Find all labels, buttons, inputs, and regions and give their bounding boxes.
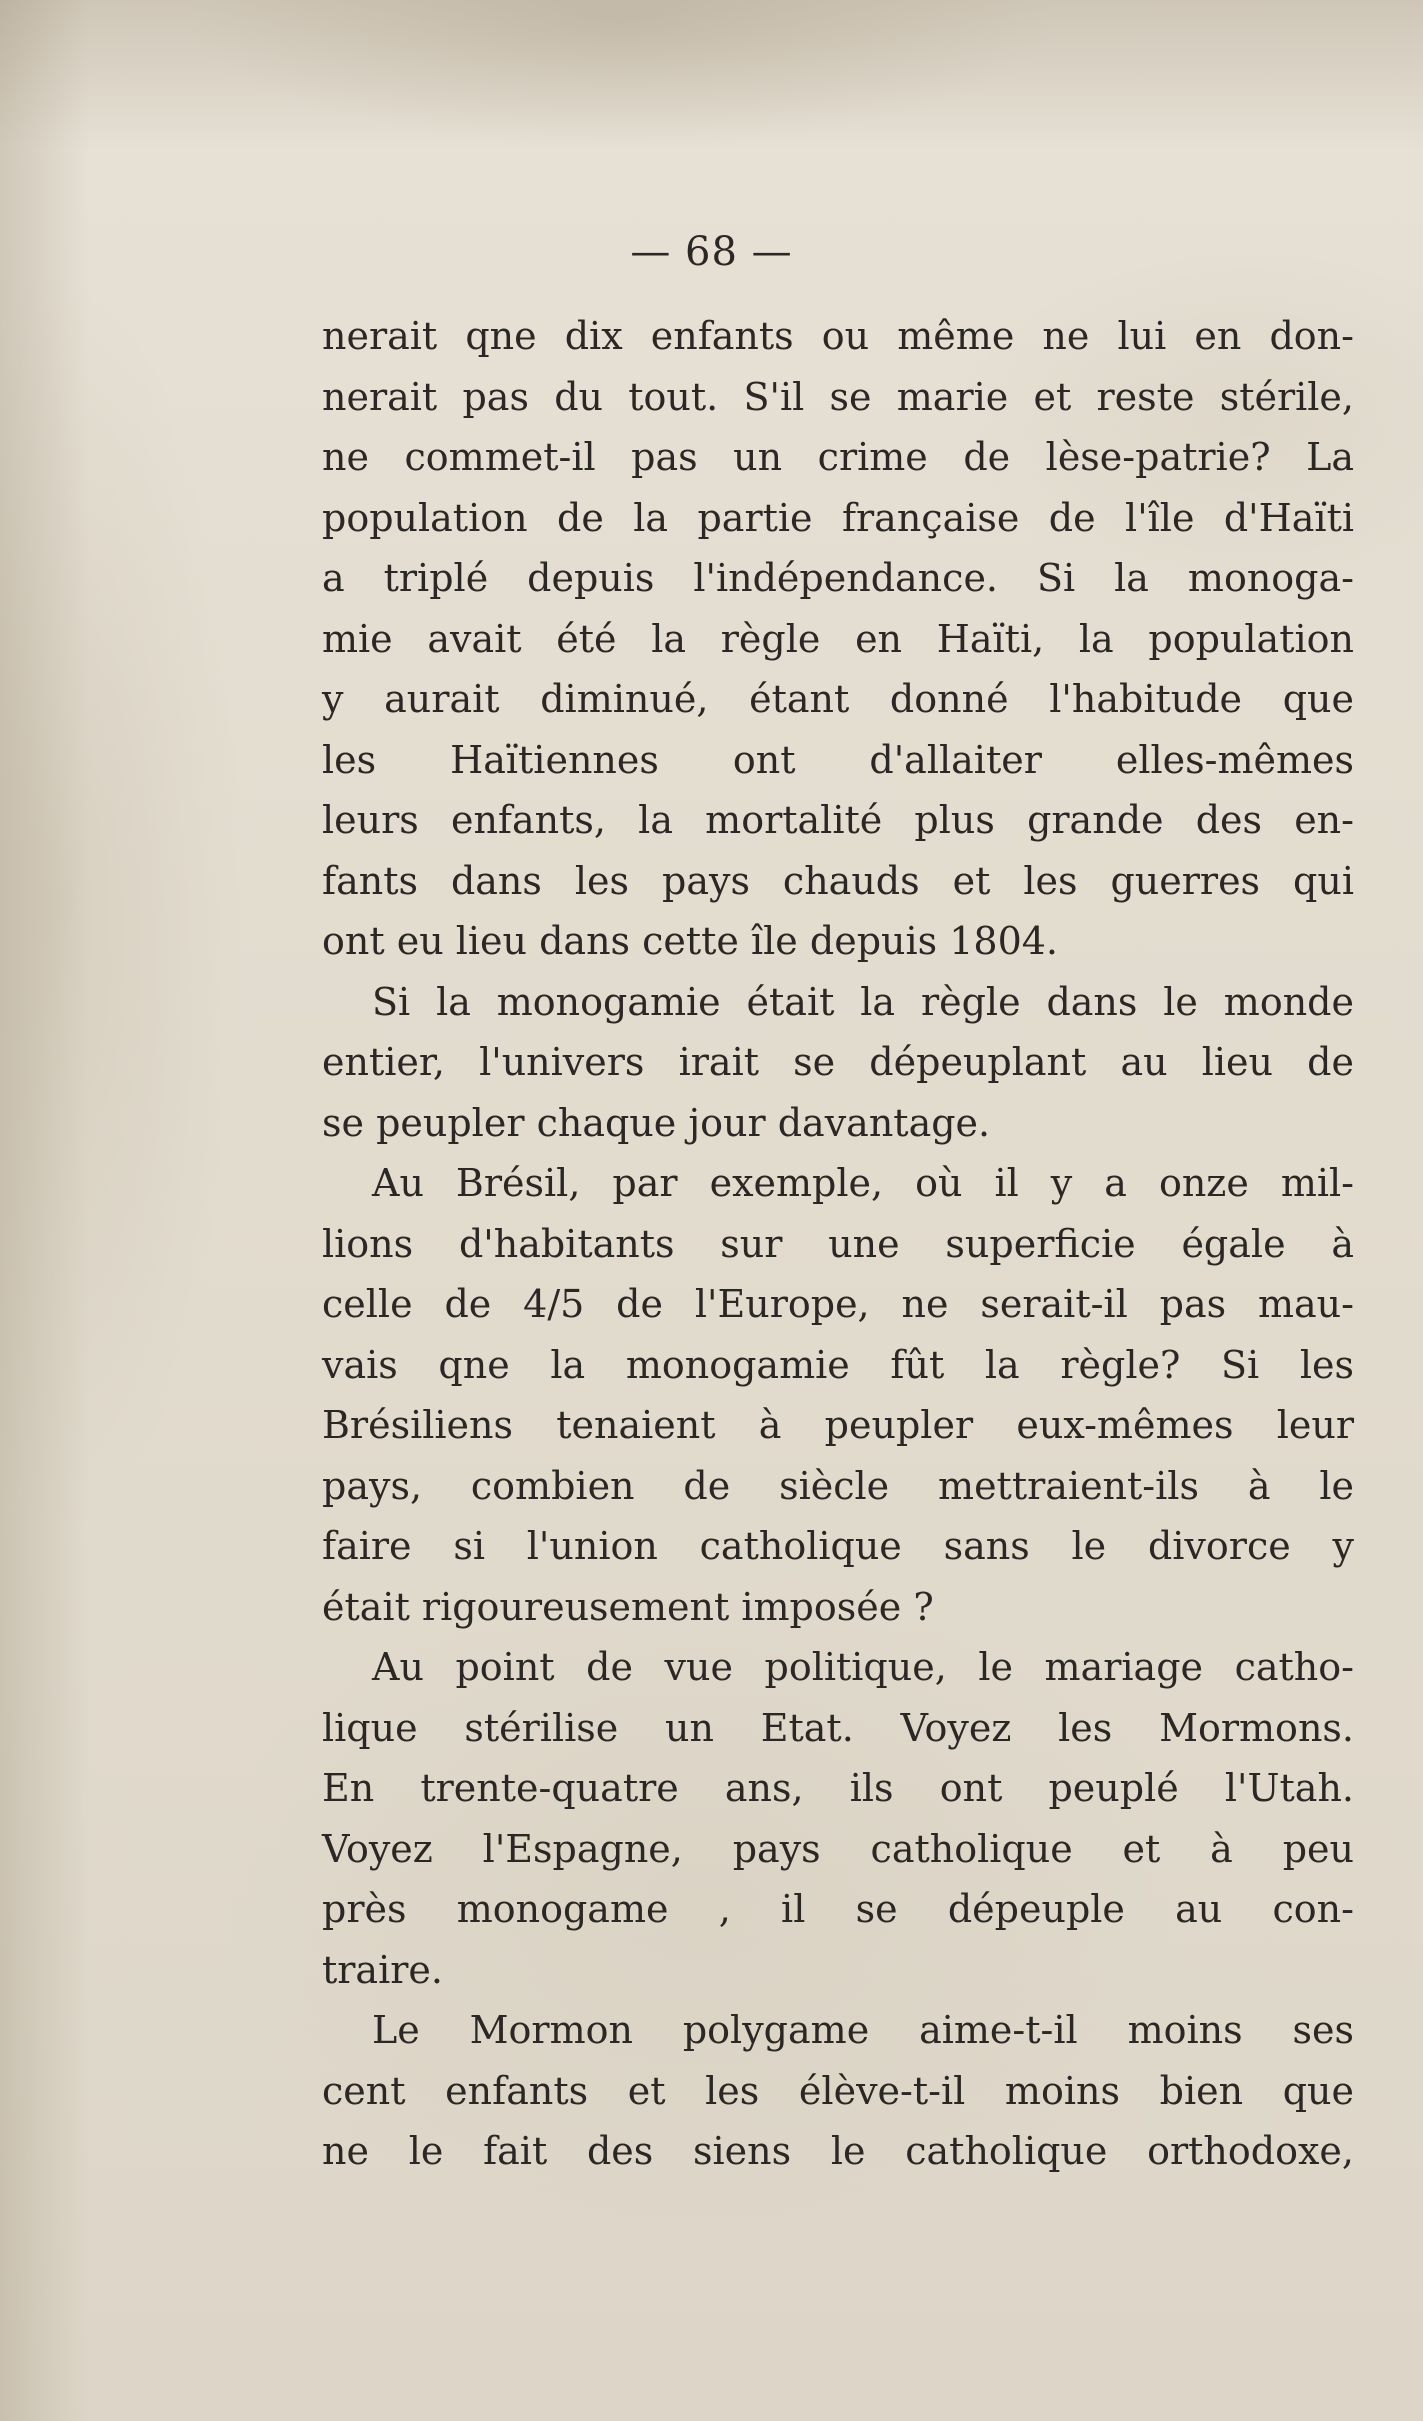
text-line: En trente-quatre ans, ils ont peuplé l'Utah. bbox=[322, 1766, 1354, 1810]
text-line: entier, l'univers irait se dépeuplant au lieu de bbox=[322, 1040, 1354, 1084]
text-line: lions d'habitants sur une superficie égale à bbox=[322, 1221, 1354, 1266]
text-line: ne commet-il pas un crime de lèse-patrie? La bbox=[322, 435, 1354, 479]
text-line: a triplé depuis l'indépendance. Si la monoga- bbox=[322, 556, 1354, 600]
text-line: traire. bbox=[322, 1947, 443, 1992]
text-line: fants dans les pays chauds et les guerres qui bbox=[322, 858, 1354, 903]
text-line: se peupler chaque jour davantage. bbox=[322, 1100, 991, 1145]
text-line: près monogame , il se dépeuple au con- bbox=[322, 1887, 1354, 1931]
text-line: Si la monogamie était la règle dans le monde bbox=[372, 979, 1354, 1024]
text-line: cent enfants et les élève-t-il moins bien que bbox=[322, 2068, 1354, 2113]
text-line: nerait pas du tout. S'il se marie et reste stérile, bbox=[322, 374, 1354, 419]
text-line: Au Brésil, par exemple, où il y a onze mil- bbox=[372, 1161, 1354, 1205]
text-line: nerait qne dix enfants ou même ne lui en don- bbox=[322, 314, 1354, 358]
text-line: y aurait diminué, étant donné l'habitude que bbox=[322, 677, 1354, 721]
text-line: pays, combien de siècle mettraient-ils à le bbox=[322, 1463, 1354, 1508]
text-line: faire si l'union catholique sans le divorce y bbox=[322, 1524, 1354, 1568]
text-line: Voyez l'Espagne, pays catholique et à peu bbox=[322, 1826, 1354, 1871]
text-line: les Haïtiennes ont d'allaiter elles-mêmes bbox=[322, 737, 1354, 782]
text-line: ont eu lieu dans cette île depuis 1804. bbox=[322, 919, 1059, 963]
text-line: Le Mormon polygame aime-t-il moins ses bbox=[372, 2008, 1354, 2052]
text-line: Brésiliens tenaient à peupler eux-mêmes leur bbox=[322, 1403, 1354, 1447]
text-line: population de la partie française de l'île d'Haïti bbox=[322, 495, 1354, 540]
body-text bbox=[322, 306, 1354, 2182]
text-line: leurs enfants, la mortalité plus grande des en- bbox=[322, 798, 1354, 842]
page-edge-shadow bbox=[0, 0, 90, 2421]
text-line: ne le fait des siens le catholique orthodoxe, bbox=[322, 2129, 1354, 2173]
text-line: vais qne la monogamie fût la règle? Si les bbox=[322, 1342, 1354, 1387]
water-stain bbox=[0, 0, 1423, 150]
text-line: mie avait été la règle en Haïti, la population bbox=[322, 616, 1354, 661]
text-line: lique stérilise un Etat. Voyez les Mormons. bbox=[322, 1705, 1354, 1750]
text-line: Au point de vue politique, le mariage catho- bbox=[372, 1645, 1354, 1689]
text-line: était rigoureusement imposée ? bbox=[322, 1584, 934, 1629]
page-number: — 68 — bbox=[630, 229, 793, 275]
text-line: celle de 4/5 de l'Europe, ne serait-il pas mau- bbox=[322, 1282, 1354, 1326]
